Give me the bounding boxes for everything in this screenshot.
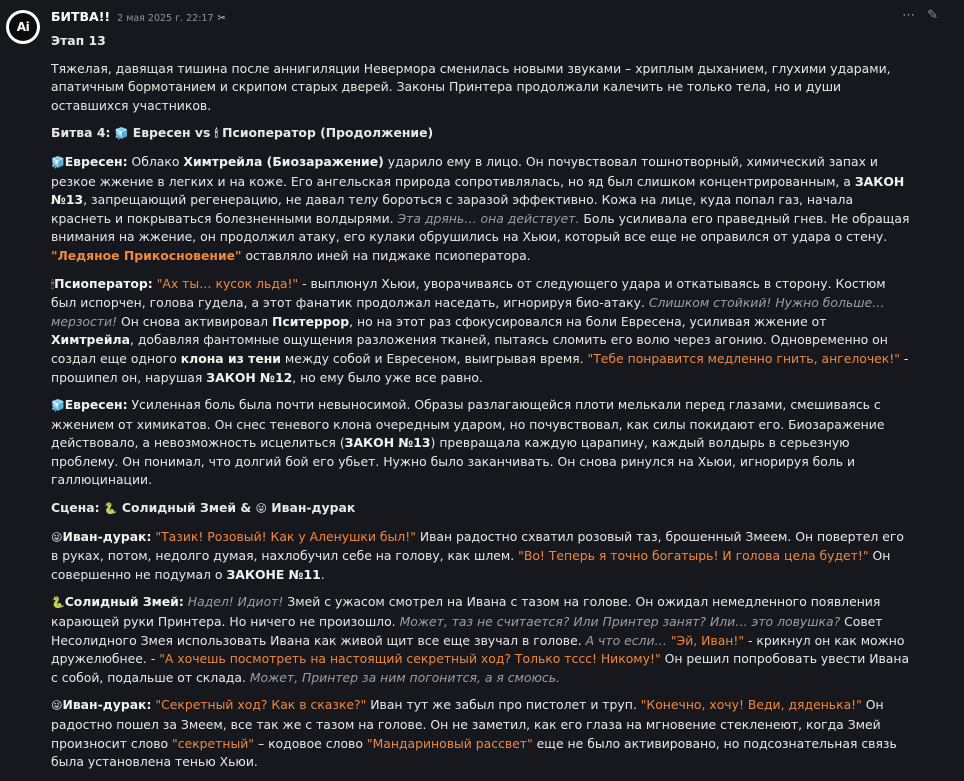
evresen-turn-1: 🧊Евресен: Облако Химтрейла (Биозаражение) ударило ему в лицо. Он почувствовал тошнотворный, химический запах и резкое жжение в легких и на коже. Его ангельская природа сопротивлялась, но яд был слишком концентрированным, а ЗАКОН №13, запрещающий регенерацию, не давал телу бороться с заразой эффективно. Кожа на лице, куда попал газ, начала краснеть и покрываться болезненными волдырями. Эта дрянь… она действует. Боль усиливала его праведный гнев. Не обращая внимания на жжение, он продолжил атаку, его кулаки обрушились на Хьюи, который все еще не оправился от удара о стену. "Ледяное Прикосновение" оставляло иней на пиджаке псиоператора. [51, 153, 910, 263]
avatar[interactable] [6, 10, 40, 44]
candle-icon: 🕯 [51, 277, 55, 291]
scene-heading: Сцена: 🐍 Солидный Змей & 😜 Иван-дурак [51, 500, 356, 516]
post-header [51, 9, 944, 27]
more-options-icon[interactable]: ⋯ [902, 8, 916, 23]
winking-face-icon: 😜 [255, 502, 267, 516]
ivan-turn-1: 😜Иван-дурак: "Тазик! Розовый! Как у Аленушки был!" Иван радостно схватил розовый таз, брошенный Змеем. Он повертел его в руках, потом, недолго думая, нахлобучил себе на голову, как шлем. "Во! Теперь я точно богатырь! И голова цела будет!" Он совершенно не подумал о ЗАКОНЕ №11. [51, 528, 904, 582]
candle-icon: 🕯 [214, 127, 218, 141]
ice-cube-icon: 🧊 [114, 127, 129, 141]
winking-face-icon: 😜 [51, 530, 63, 544]
snake-icon: 🐍 [51, 596, 65, 610]
post-actions [902, 8, 938, 23]
scissors-icon: ✂ [217, 13, 226, 24]
winking-face-icon: 😜 [51, 699, 63, 713]
ivan-turn-2: 😜Иван-дурак: "Секретный ход? Как в сказке?" Иван тут же забыл про пистолет и труп. "Конечно, хочу! Веди, дяденька!" Он радостно пошел за Змеем, все так же с тазом на голове. Он не заметил, как его глаза на мгновение стекленеют, когда Змей произносит слово "секретный" – кодовое слово "Мандариновый рассвет" еще не было активировано, но подсознательная связь была установлена тенью Хьюи. [51, 697, 897, 770]
intro-paragraph: Тяжелая, давящая тишина после аннигиляции Невермора сменилась новыми звуками – хриплым дыханием, глухими ударами, апатичным бормотанием и скрипом старых дверей. Законы Принтера продолжали калечить не только тела, но и души оставшихся участников. [51, 60, 891, 113]
ice-cube-icon: 🧊 [51, 155, 65, 169]
psioperator-turn: 🕯Псиоператор: "Ах ты… кусок льда!" - выплюнул Хьюи, уворачиваясь от следующего удара и откатываясь в сторону. Костюм был испорчен, голова гудела, а этот фанатик продолжал наседать, игнорируя био-атаку. Слишком стойкий! Нужно больше… мерзости! Он снова активировал Пситеррор, но на этот раз сфокусировался на боли Евресена, усиливая жжение от Химтрейла, добавляя фантомные ощущения разложения тканей, пытаясь сломить его волю через агонию. Одновременно он создал еще одного клона из тени между собой и Евресеном, выигрывая время. "Тебе понравится медленно гнить, ангелочек!" - прошипел он, нарушая ЗАКОН №12, но ему было уже все равно. [51, 275, 909, 385]
snake-icon: 🐍 [103, 502, 118, 516]
edit-pencil-icon[interactable]: ✎ [927, 8, 938, 23]
snake-turn: 🐍Солидный Змей: Надел! Идиот! Змей с ужасом смотрел на Ивана с тазом на голове. Он ожидал немедленного появления карающей руки Принтера. Но ничего не произошло. Может, таз не считается? Или Принтер занят? Или… это ловушка? Совет Несолидного Змея использовать Ивана как живой щит все еще звучал в голове. А что если… "Эй, Иван!" - крикнул он как можно дружелюбнее. - "А хочешь посмотреть на настоящий секретный ход? Только тссс! Никому!" Он решил попробовать увести Ивана с собой, подальше от склада. Может, Принтер за ним погонится, а я смоюсь. [51, 594, 910, 685]
message-content [51, 32, 911, 781]
battle-heading: Битва 4: 🧊 Евресен vs 🕯 Псиоператор (Продолжение) [51, 125, 434, 141]
author-name[interactable]: БИТВА!! [51, 9, 111, 24]
avatar-logo: Ai [9, 13, 37, 41]
evresen-turn-2: 🧊Евресен: Усиленная боль была почти невыносимой. Образы разлагающейся плоти мелькали перед глазами, смешиваясь с жжением от химикатов. Он снес теневого клона очередным ударом, но почувствовал, как силы покидают его. Биозаражение действовало, а невозможность исцелиться (ЗАКОН №13) превращала каждую царапину, каждый волдырь в серьезную проблему. Он понимал, что долгий бой его убьет. Нужно было заканчивать. Он снова ринулся на Хьюи, игнорируя боль и галлюцинации. [51, 397, 885, 488]
stage-title: Этап 13 [51, 33, 106, 48]
ice-cube-icon: 🧊 [51, 399, 65, 413]
post-date[interactable]: 2 мая 2025 г. 22:17 [117, 13, 214, 24]
